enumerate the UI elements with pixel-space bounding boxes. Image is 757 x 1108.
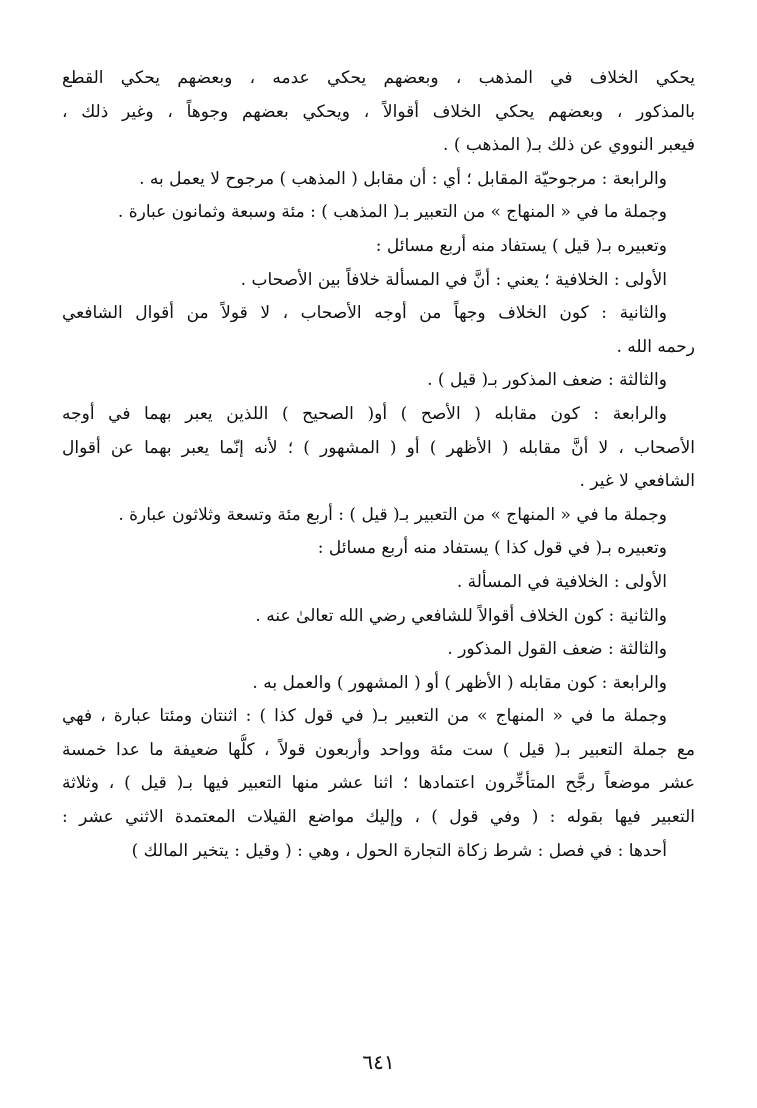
text-line: وجملة ما في « المنهاج » من التعبير بـ( المذهب ) : مئة وسبعة وثمانون عبارة . [117, 202, 667, 223]
text-line: الشافعي لا غير . [579, 471, 695, 492]
text-line: والثانية : كون الخلاف أقوالاً للشافعي رضي الله تعالىٰ عنه . [255, 605, 667, 626]
text-line: يحكي الخلاف في المذهب ، وبعضهم يحكي عدمه ، وبعضهم يحكي القطع [62, 68, 695, 88]
text-line: وجملة ما في « المنهاج » من التعبير بـ( في قول كذا ) : اثنتان ومئتا عبارة ، فهي [62, 706, 667, 727]
text-line: والرابعة : كون مقابله ( الأظهر ) أو ( المشهور ) والعمل به . [252, 672, 667, 693]
text-line: الأصحاب ، لا أنَّ مقابله ( الأظهر ) أو ( المشهور ) ؛ لأنه إنّما يعبر بهما عن أقوال [62, 437, 695, 458]
text-line: بالمذكور ، وبعضهم يحكي الخلاف أقوالاً ، ويحكي بعضهم وجوهاً ، وغير ذلك ، [62, 101, 695, 122]
text-line: التعبير فيها بقوله : ( وفي قول ) ، وإليك مواضع القيلات المعتمدة الاثني عشر : [62, 807, 695, 828]
text-line: عشر موضعاً رجَّح المتأخِّرون اعتمادها ؛ اثنا عشر منها التعبير فيها بـ( قيل ) ، وثلاثة [62, 773, 695, 794]
text-line: والثالثة : ضعف القول المذكور . [447, 639, 667, 660]
text-line: الأولى : الخلافية في المسألة . [456, 571, 667, 592]
text-line: رحمه الله . [616, 336, 695, 357]
text-line: مع جملة التعبير بـ( قيل ) ست مئة وواحد وأربعون قولاً ، كلُّها ضعيفة ما عدا خمسة [62, 739, 695, 760]
text-line: وجملة ما في « المنهاج » من التعبير بـ( قيل ) : أربع مئة وتسعة وثلاثون عبارة . [118, 504, 667, 525]
text-line: أحدها : في فصل : شرط زكاة التجارة الحول ، وهي : ( وقيل : يتخير المالك ) [131, 840, 667, 861]
text-line: وتعبيره بـ( قيل ) يستفاد منه أربع مسائل : [375, 235, 667, 256]
text-line: الأولى : الخلافية ؛ يعني : أنَّ في المسألة خلافاً بين الأصحاب . [240, 269, 667, 290]
text-line: والرابعة : كون مقابله ( الأصح ) أو( الصحيح ) اللذين يعبر بهما في أوجه [62, 403, 667, 424]
text-line: والرابعة : مرجوحيّة المقابل ؛ أي : أن مقابل ( المذهب ) مرجوح لا يعمل به . [139, 168, 667, 189]
page-number: ٦٤١ [362, 1050, 395, 1074]
text-line: والثانية : كون الخلاف وجهاً من أوجه الأصحاب ، لا قولاً من أقوال الشافعي [62, 303, 667, 324]
text-line: فيعبر النووي عن ذلك بـ( المذهب ) . [443, 135, 695, 156]
text-line: وتعبيره بـ( في قول كذا ) يستفاد منه أربع مسائل : [317, 538, 667, 559]
text-line: والثالثة : ضعف المذكور بـ( قيل ) . [427, 370, 667, 391]
